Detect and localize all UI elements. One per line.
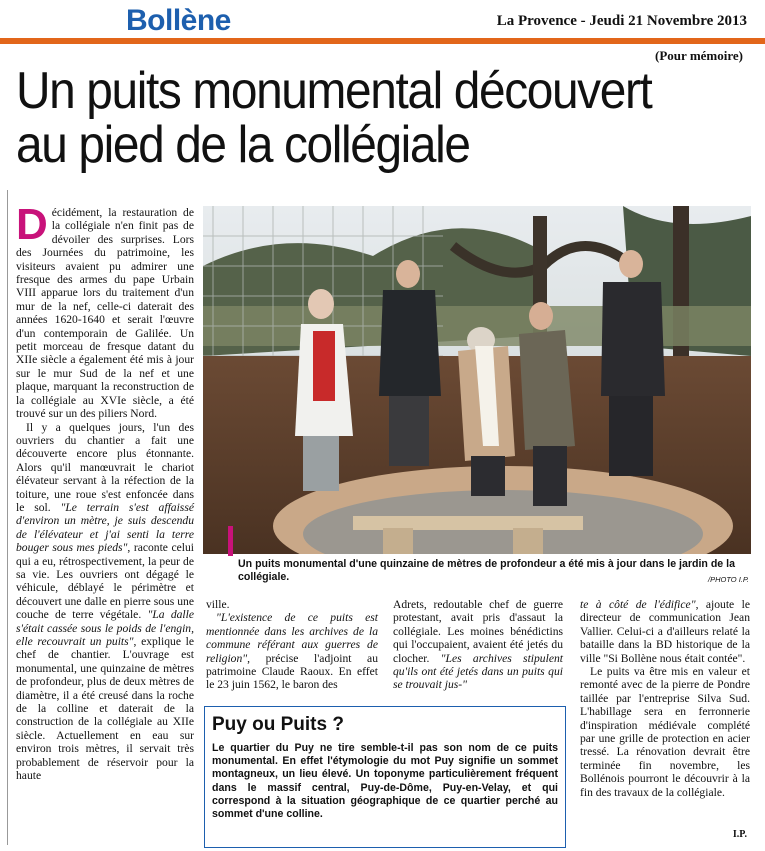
paragraph <box>16 421 194 783</box>
box-title: Puy ou Puits ? <box>212 714 344 735</box>
photo-credit: /PHOTO I.P. <box>708 575 749 584</box>
paragraph-text: écidément, la restauration de la collégiale n'en finit pas de dévoiler des surprises. Lors des Journées du patrimoine, les visiteurs avaient pu admirer une fresque des armes du pape Urbain VIII apparue lors du traitement d'un mur de la nef, celle-ci daterait des années 1620-1640 et serait l'œuvre d'un contemporain de Galilée. Un petit morceau de fresque datant du XIIe siècle a également été mis à jour sur le mur Sud de la nef et une plaque, marquant la reconstruction de la collégiale au XVIe siècle, a été trouvé sur un des piliers Nord. <box>16 206 194 421</box>
publication-date: La Provence - Jeudi 21 Novembre 2013 <box>496 13 747 29</box>
drop-cap: D <box>16 200 48 249</box>
section-title: Bollène <box>126 4 231 37</box>
box-text: Le quartier du Puy ne tire semble-t-il pas son nom de ce puits monumental. En effet l'étymologie du mot Puy signifie un sommet montagneux, un lieu élevé. Un toponyme particulièrement fréquent dans le massif central, Puy-de-Dôme, Puy-en-Velay, et qui correspond à la situation géographique de ce quartier perché au sommet d'une colline. <box>212 742 558 821</box>
masthead <box>0 0 765 40</box>
paragraph-text: , précise l'adjoint au patrimoine Claude Raoux. En effet le 23 juin 1562, le baron des <box>206 651 378 692</box>
paragraph-text: , ajoute le directeur de communication Jean Vallier. Celui-ci a d'ailleurs relaté la bataille dans la BD historique de la ville "Si Bollène nous était contée". <box>580 598 750 665</box>
quote: "L'existence de ce puits est mentionnée dans les archives de la commune référant aux guerres de religion" <box>206 611 378 665</box>
article-column-2 <box>206 598 378 692</box>
article-column-1 <box>16 200 194 783</box>
paragraph: ville. <box>206 598 230 611</box>
quote: "Le terrain s'est affaissé d'environ un mètre, je suis descendu de l'élévateur et j'ai senti la terre bouger sous mes pieds" <box>16 500 194 555</box>
paragraph-text: , explique le chef de chantier. L'ouvrage est monumental, une quinzaine de mètres de profondeur, plus de deux mètres de diamètre, il a été creusé dans la roche de la colline et daterait de la construction de la collégiale au XIIe siècle. Actuellement en eau sur environ trois mètres, il servait très probablement de réservoir pour la haute <box>16 635 194 783</box>
paragraph <box>580 598 750 665</box>
article-photo <box>203 206 751 554</box>
paragraph <box>16 200 194 421</box>
quote: "Les archives stipulent qu'ils ont été jetés dans un puits qui se trouvait jus-" <box>393 651 563 692</box>
caption-accent-bar <box>228 526 233 556</box>
article-column-3 <box>393 598 563 692</box>
photo-caption: Un puits monumental d'une quinzaine de mètres de profondeur a été mis à jour dans le jardin de la collégiale. <box>238 558 735 583</box>
paragraph: Le puits va être mis en valeur et remonté avec de la pierre de Pondre taillée par l'entreprise Silva Sud. L'habillage sera en ferronnerie d'inspiration médiévale complété par une grille de protection en acier tressé. La rénovation devrait être terminée fin novembre, les Bollénois pourront le découvrir à la fin des travaux de la collégiale. <box>580 665 750 799</box>
sidebar-box <box>212 714 558 821</box>
column-divider <box>7 190 8 845</box>
paragraph-text: Adrets, redoutable chef de guerre protestant, avait pris d'assaut la collégiale. Les moines bénédictins qui l'occupaient, avaient été jetés du clocher. <box>393 598 563 665</box>
paragraph <box>206 611 378 691</box>
quote: te à côté de l'édifice" <box>580 598 696 611</box>
article-column-4 <box>580 598 750 799</box>
author-initials: I.P. <box>732 829 747 840</box>
masthead-rule <box>0 38 765 44</box>
paragraph-text: Il y a quelques jours, l'un des ouvriers du chantier a fait une découverte encore plus étonnante. Alors qu'il manœuvrait le chariot élévateur servant à la réfection de la toiture, une roue s'est enfoncée dans le sol. <box>16 420 194 514</box>
headline: Un puits monumental découvert au pied de la collégiale <box>16 62 652 174</box>
memo-label: (Pour mémoire) <box>655 48 743 63</box>
paragraph <box>393 598 563 692</box>
quote: "La dalle s'était cassée sous le poids de l'engin, elle recouvrait un puits" <box>16 608 194 648</box>
photo-illustration <box>203 206 751 554</box>
paragraph-text: , raconte celui qui a eu, rétrospectivement, la peur de sa vie. Les ouvriers ont dégagé le véhicule, déblayé le périmètre et découvert une dalle en pierre sous une couche de terre végétale. <box>16 541 194 622</box>
